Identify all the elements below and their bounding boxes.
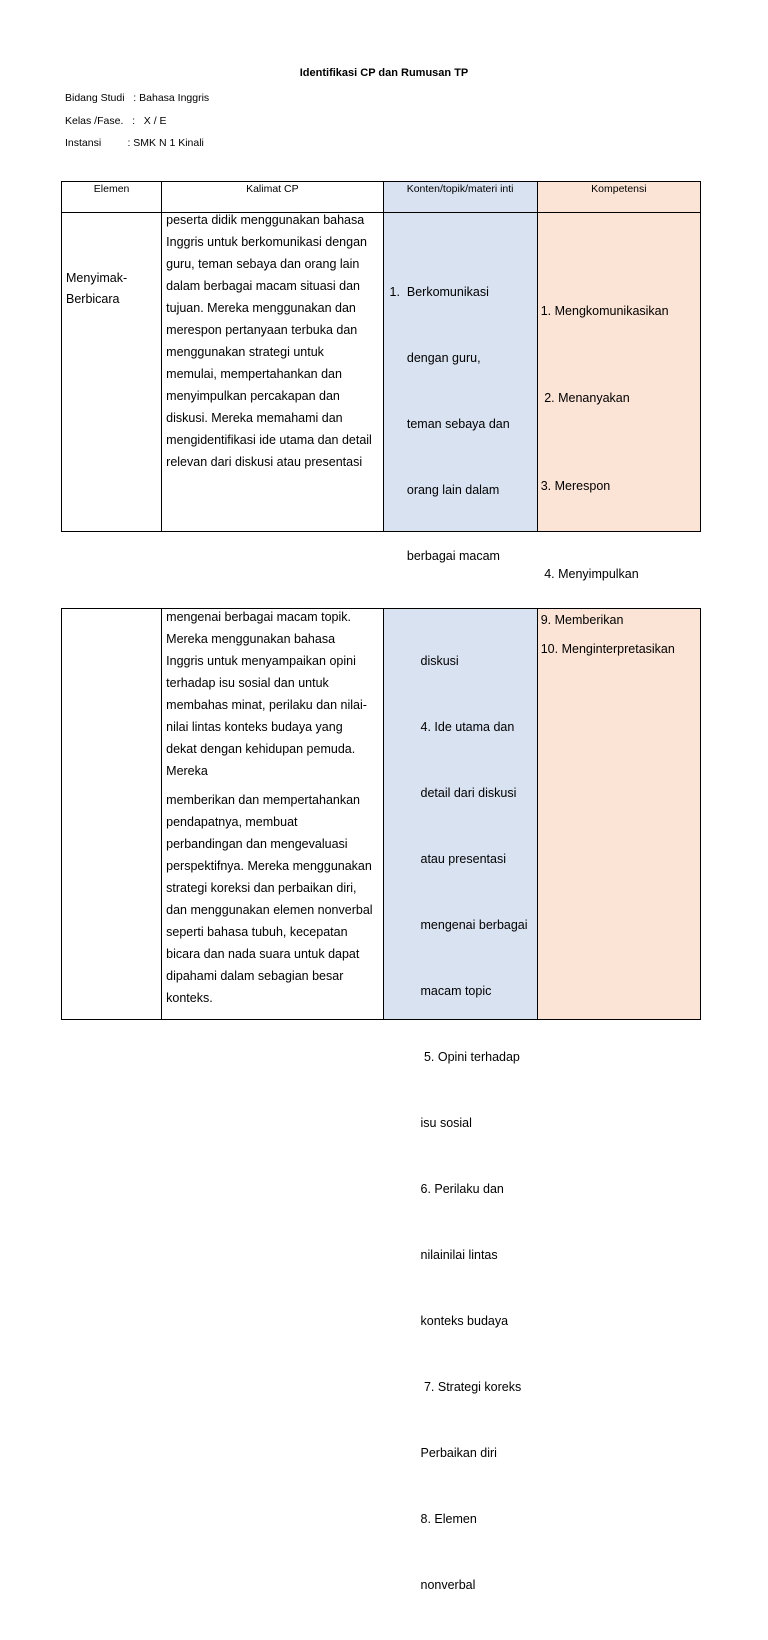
konten-line: mengenai berbagai (420, 918, 528, 932)
kompetensi-item: 2. Menanyakan (540, 391, 630, 406)
kompetensi-item: 4. Menyimpulkan (540, 567, 639, 582)
document-title: Identifikasi CP dan Rumusan TP (299, 67, 469, 79)
konten-line: detail dari diskusi (420, 786, 517, 800)
kalimat-line: konteks. (166, 991, 213, 1005)
konten-line: atau presentasi (420, 852, 506, 866)
kalimat-line: dalam berbagai macam situasi dan (166, 279, 361, 293)
kalimat-line: Mereka (166, 764, 208, 778)
meta-kelas: Kelas /Fase. : X / E (65, 115, 167, 127)
kompetensi-item: 3. Merespon (540, 479, 611, 494)
kalimat-line: terhadap isu sosial dan untuk (166, 676, 329, 690)
elemen-line: Menyimak- (66, 271, 128, 285)
header-konten: Konten/topik/materi inti (383, 182, 537, 213)
konten-cell (383, 213, 537, 563)
konten-cell (383, 609, 537, 1592)
header-kalimat-cp: Kalimat CP (162, 182, 383, 213)
kalimat-line: merespon pertanyaan terbuka dan (166, 323, 358, 337)
kalimat-line: menyimpulkan percakapan dan (166, 389, 340, 403)
meta-bidang-studi: Bidang Studi : Bahasa Inggris (65, 92, 210, 104)
konten-line: konteks budaya (420, 1314, 509, 1328)
kalimat-line: peserta didik menggunakan bahasa (166, 213, 365, 227)
konten-line: dengan guru, (389, 351, 481, 365)
konten-line: berbagai macam (389, 549, 500, 563)
konten-line: isu sosial (420, 1116, 472, 1130)
kalimat-line: Inggris untuk menyampaikan opini (166, 654, 356, 668)
kalimat-line: dekat dengan kehidupan pemuda. (166, 742, 356, 756)
kompetensi-item: 10. Menginterpretasikan (540, 642, 675, 657)
kalimat-line: tujuan. Mereka menggunakan dan (166, 301, 356, 315)
cp-table-part-2 (61, 608, 701, 1592)
kalimat-cp-cell (162, 213, 383, 532)
konten-line: 4. Ide utama dan (420, 720, 515, 734)
kompetensi-item: 9. Memberikan (540, 613, 624, 627)
konten-line: orang lain dalam (389, 483, 500, 497)
kalimat-line: memulai, mempertahankan dan (166, 367, 342, 381)
konten-line: macam topic (420, 984, 492, 998)
konten-line: 7. Strategi koreks (420, 1380, 522, 1394)
kalimat-line: seperti bahasa tubuh, kecepatan (166, 925, 348, 939)
meta-instansi: Instansi : SMK N 1 Kinali (65, 137, 204, 149)
kalimat-line: Inggris untuk berkomunikasi dengan (166, 235, 367, 249)
kalimat-line: perspektifnya. Mereka menggunakan (166, 859, 372, 873)
header-elemen: Elemen (62, 182, 162, 213)
konten-line: nonverbal (420, 1578, 476, 1592)
kalimat-line: membahas minat, perilaku dan nilai- (166, 698, 367, 712)
cp-table-part-1 (61, 181, 701, 582)
kalimat-line: dan menggunakan elemen nonverbal (166, 903, 373, 917)
kompetensi-cell (537, 213, 700, 582)
kalimat-line: bicara dan nada suara untuk dapat (166, 947, 360, 961)
elemen-cell (62, 609, 162, 1020)
elemen-line: Berbicara (66, 292, 120, 306)
table-header-row (62, 182, 701, 213)
konten-line: diskusi (420, 654, 459, 668)
elemen-cell (62, 213, 162, 532)
header-kompetensi: Kompetensi (537, 182, 700, 213)
kalimat-line: diskusi. Mereka memahami dan (166, 411, 343, 425)
konten-line: nilainilai lintas (420, 1248, 498, 1262)
kalimat-line: relevan dari diskusi atau presentasi (166, 455, 363, 469)
kalimat-line: menggunakan strategi untuk (166, 345, 324, 359)
kalimat-line: nilai lintas konteks budaya yang (166, 720, 343, 734)
kalimat-cp-cell (162, 609, 383, 1020)
konten-line: Perbaikan diri (420, 1446, 497, 1460)
table-row (62, 609, 701, 1020)
kalimat-line: mengenai berbagai macam topik. (166, 610, 351, 624)
table-row (62, 213, 701, 532)
kompetensi-cell (537, 609, 700, 1020)
kalimat-line: perbandingan dan mengevaluasi (166, 837, 348, 851)
kompetensi-item: 1. Mengkomunikasikan (540, 303, 669, 318)
kalimat-line: Mereka menggunakan bahasa (166, 632, 336, 646)
kalimat-line: dipahami dalam sebagian besar (166, 969, 344, 983)
paragraph-gap (166, 782, 382, 789)
konten-line: 5. Opini terhadap (420, 1050, 520, 1064)
konten-line: 6. Perilaku dan (420, 1182, 504, 1196)
konten-line: teman sebaya dan (389, 417, 510, 431)
kalimat-line: pendapatnya, membuat (166, 815, 298, 829)
kalimat-line: guru, teman sebaya dan orang lain (166, 257, 360, 271)
kalimat-line: mengidentifikasi ide utama dan detail (166, 433, 372, 447)
konten-line: 8. Elemen (420, 1512, 477, 1526)
kalimat-line: memberikan dan mempertahankan (166, 793, 361, 807)
kalimat-line: strategi koreksi dan perbaikan diri, (166, 881, 357, 895)
konten-line: 1. Berkomunikasi (389, 285, 489, 299)
